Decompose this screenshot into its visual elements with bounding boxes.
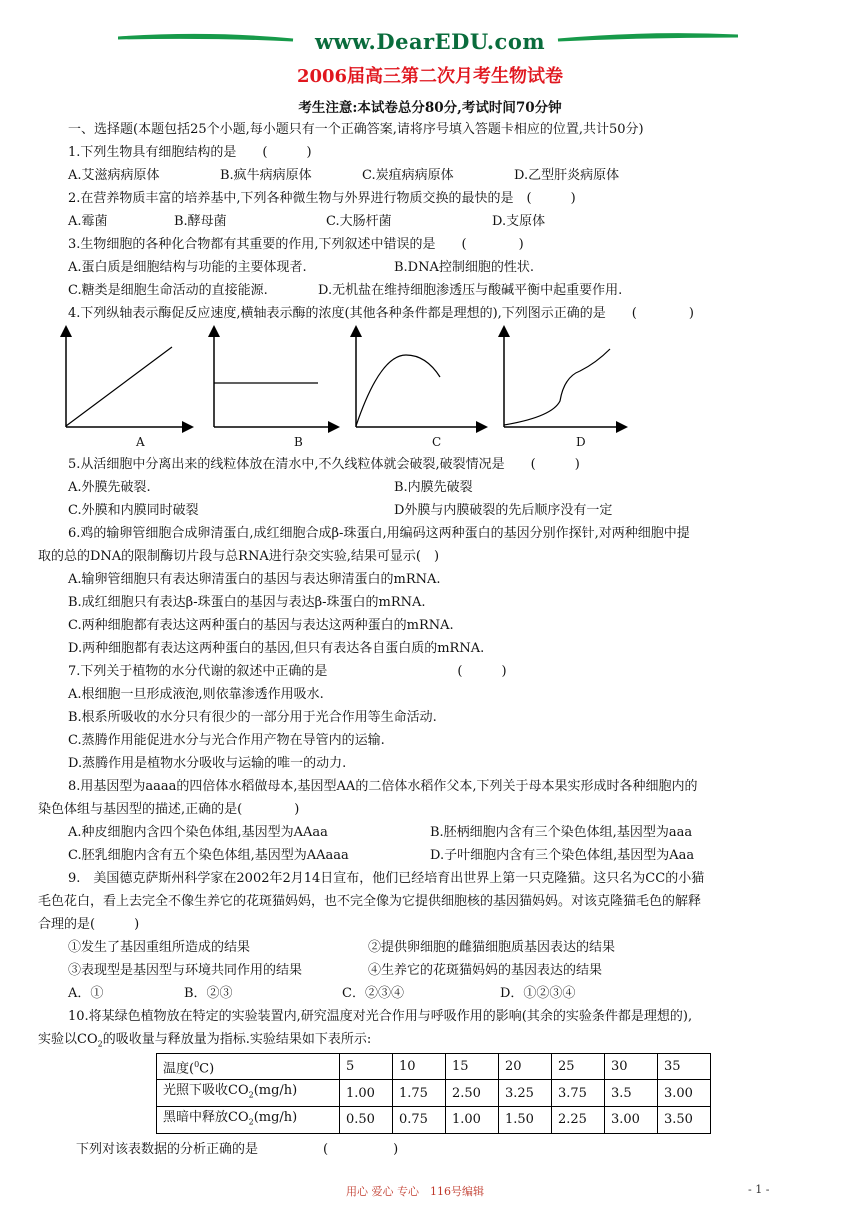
option-d: D.无机盐在维持细胞渗透压与酸碱平衡中起重要作用. <box>318 283 623 298</box>
option-c: C.炭疽病病原体 <box>362 168 454 183</box>
table-cell: 20 <box>499 1054 552 1080</box>
question-9-statements-34 <box>68 959 798 982</box>
question-9-stem-3: 合理的是( ) <box>38 917 140 932</box>
exam-body <box>38 118 798 1161</box>
option-b: B.DNA控制细胞的性状. <box>394 260 535 275</box>
question-8-options-cd <box>68 844 798 867</box>
table-cell: 25 <box>552 1054 605 1080</box>
table-cell: 0.75 <box>393 1106 446 1133</box>
question-6-stem-1: 6.鸡的输卵管细胞合成卵清蛋白,成红细胞合成β-珠蛋白,用编码这两种蛋白的基因分别作探针,对两种细胞中提 <box>68 526 690 541</box>
exam-title: 2006届高三第二次月考生物试卷 <box>296 66 564 87</box>
row-header: 黑暗中释放$CO_2(mg/h)$ <box>157 1106 340 1133</box>
statement-4: ④生养它的花斑猫妈妈的基因表达的结果 <box>368 963 603 978</box>
question-7-option-c: C.蒸腾作用能促进水分与光合作用产物在导管内的运输. <box>68 733 385 748</box>
results-table <box>156 1053 711 1134</box>
question-8-stem-2: 染色体组与基因型的描述,正确的是( ) <box>38 802 300 817</box>
question-4-stem: 4.下列纵轴表示酶促反应速度,横轴表示酶的浓度(其他各种条件都是理想的),下列图示正确的是 ( ) <box>68 306 694 321</box>
option-c: C.胚乳细胞内含有五个染色体组,基因型为AAaaa <box>68 848 349 863</box>
question-9-stem-1: 9. 美国德克萨斯州科学家在2002年2月14日宣布，他们已经培育出世界上第一只克隆猫。这只名为CC的小猫 <box>68 871 705 886</box>
row-header: 光照下吸收$CO_2(mg/h)$ <box>157 1080 340 1107</box>
statement-3: ③表现型是基因型与环境共同作用的结果 <box>68 963 303 978</box>
graph-a <box>66 331 188 427</box>
table-row-temperature <box>157 1054 711 1080</box>
table-cell: 10 <box>393 1054 446 1080</box>
option-b: B.胚柄细胞内含有三个染色体组,基因型为aaa <box>430 825 693 840</box>
exam-notice: 考生注意:本试卷总分80分,考试时间70分钟 <box>298 100 562 116</box>
option-a: A.种皮细胞内含四个染色体组,基因型为AAaa <box>68 825 328 840</box>
option-d: D外膜与内膜破裂的先后顺序没有一定 <box>394 503 613 518</box>
option-d: D.乙型肝炎病原体 <box>514 168 620 183</box>
option-a: A.艾滋病病原体 <box>68 168 160 183</box>
option-d: D．①②③④ <box>500 986 576 1001</box>
table-cell: 30 <box>605 1054 658 1080</box>
curve-c <box>356 355 440 426</box>
table-cell: 1.50 <box>499 1106 552 1133</box>
question-5-options-cd <box>68 499 798 522</box>
option-c: C．②③④ <box>342 986 404 1001</box>
table-cell: 1.75 <box>393 1080 446 1107</box>
question-7-option-d: D.蒸腾作用是植物水分吸收与运输的唯一的动力. <box>68 756 347 771</box>
question-8-stem-1: 8.用基因型为aaaa的四倍体水稻做母本,基因型AA的二倍体水稻作父本,下列关于母本果实形成时各种细胞内的 <box>68 779 698 794</box>
question-3-stem: 3.生物细胞的各种化合物都有其重要的作用,下列叙述中错误的是 ( ) <box>68 237 524 252</box>
question-8-options-ab <box>68 821 798 844</box>
table-cell: 3.00 <box>605 1106 658 1133</box>
question-2-stem: 2.在营养物质丰富的培养基中,下列各种微生物与外界进行物质交换的最快的是 ( ) <box>68 191 576 206</box>
option-a: A.外膜先破裂. <box>68 480 151 495</box>
graph-label-a: A <box>136 435 145 449</box>
table-row-light-absorb <box>157 1080 711 1107</box>
graph-b <box>214 331 334 427</box>
graphs-svg <box>60 325 660 433</box>
section-heading: 一、选择题(本题包括25个小题,每小题只有一个正确答案,请将序号填入答题卡相应的位置,共计50分) <box>68 122 644 137</box>
question-5-stem: 5.从活细胞中分离出来的线粒体放在清水中,不久线粒体就会破裂,破裂情况是 ( ) <box>68 457 580 472</box>
graph-label-d: D <box>576 435 586 449</box>
question-9-options <box>68 982 798 1005</box>
curve-a <box>66 347 172 426</box>
table-cell: 1.00 <box>446 1106 499 1133</box>
question-4-graphs <box>68 325 798 453</box>
table-cell: 2.25 <box>552 1106 605 1133</box>
table-cell: 35 <box>658 1054 711 1080</box>
table-cell: 3.50 <box>658 1106 711 1133</box>
question-7-stem: 7.下列关于植物的水分代谢的叙述中正确的是 ( ) <box>68 664 507 679</box>
question-9-stem-2: 毛色花白，看上去完全不像生养它的花斑猫妈妈，也不完全像为它提供细胞核的基因猫妈妈。对该克隆猫毛色的解释 <box>38 894 702 909</box>
table-cell: 3.5 <box>605 1080 658 1107</box>
footer-slogan: 用心 爱心 专心 116号编辑 <box>346 1185 484 1198</box>
option-c: C.外膜和内膜同时破裂 <box>68 503 199 518</box>
question-9-statements-12 <box>68 936 798 959</box>
statement-1: ①发生了基因重组所造成的结果 <box>68 940 251 955</box>
graph-label-b: B <box>294 435 303 449</box>
question-10-stem-2: 实验以$CO_2$的吸收量与释放量为指标.实验结果如下表所示: <box>38 1032 372 1049</box>
question-6-stem-2: 取的总的DNA的限制酶切片段与总RNA进行杂交实验,结果可显示( ) <box>38 549 440 564</box>
site-name: www.DearEDU.com <box>314 29 546 54</box>
table-cell: 1.00 <box>340 1080 393 1107</box>
graph-c <box>356 331 482 427</box>
table-cell: 3.00 <box>658 1080 711 1107</box>
table-cell: 3.75 <box>552 1080 605 1107</box>
question-5-options-ab <box>68 476 798 499</box>
question-2-options <box>68 210 798 233</box>
question-6-option-d: D.两种细胞都有表达这两种蛋白的基因,但只有表达各自蛋白质的mRNA. <box>68 641 485 656</box>
question-1-options <box>68 164 798 187</box>
table-row-dark-release <box>157 1106 711 1133</box>
option-a: A．① <box>68 986 104 1001</box>
table-cell: 3.25 <box>499 1080 552 1107</box>
curve-d <box>504 349 610 425</box>
question-10-stem-1: 10.将某绿色植物放在特定的实验装置内,研究温度对光合作用与呼吸作用的影响(其余的实验条件都是理想的), <box>68 1009 693 1024</box>
table-cell: 15 <box>446 1054 499 1080</box>
option-c: C.大肠杆菌 <box>326 214 392 229</box>
table-cell: 2.50 <box>446 1080 499 1107</box>
question-1-stem: 1.下列生物具有细胞结构的是 ( ) <box>68 145 312 160</box>
option-b: B．②③ <box>184 986 233 1001</box>
question-7-option-b: B.根系所吸收的水分只有很少的一部分用于光合作用等生命活动. <box>68 710 437 725</box>
question-6-option-c: C.两种细胞都有表达这两种蛋白的基因与表达这两种蛋白的mRNA. <box>68 618 454 633</box>
option-a: A.蛋白质是细胞结构与功能的主要体现者. <box>68 260 307 275</box>
row-header: 温度($^0$C) <box>157 1054 340 1080</box>
question-6-option-b: B.成红细胞只有表达β-珠蛋白的基因与表达β-珠蛋白的mRNA. <box>68 595 426 610</box>
option-c: C.糖类是细胞生命活动的直接能源. <box>68 283 268 298</box>
table-cell: 5 <box>340 1054 393 1080</box>
option-b: B.酵母菌 <box>174 214 227 229</box>
question-6-option-a: A.输卵管细胞只有表达卵清蛋白的基因与表达卵清蛋白的mRNA. <box>68 572 441 587</box>
table-cell: 0.50 <box>340 1106 393 1133</box>
option-d: D.支原体 <box>492 214 546 229</box>
graph-label-c: C <box>432 435 442 449</box>
question-7-option-a: A.根细胞一旦形成液泡,则依靠渗透作用吸水. <box>68 687 324 702</box>
option-b: B.内膜先破裂 <box>394 480 473 495</box>
question-3-options-ab <box>68 256 798 279</box>
question-10-after: 下列对该表数据的分析正确的是 ( ) <box>76 1141 399 1157</box>
option-b: B.疯牛病病原体 <box>220 168 312 183</box>
page-number: - 1 - <box>748 1183 770 1196</box>
option-a: A.霉菌 <box>68 214 108 229</box>
graph-d <box>504 331 622 427</box>
option-d: D.子叶细胞内含有三个染色体组,基因型为Aaa <box>430 848 695 863</box>
question-3-options-cd <box>68 279 798 302</box>
statement-2: ②提供卵细胞的雌猫细胞质基因表达的结果 <box>368 940 616 955</box>
